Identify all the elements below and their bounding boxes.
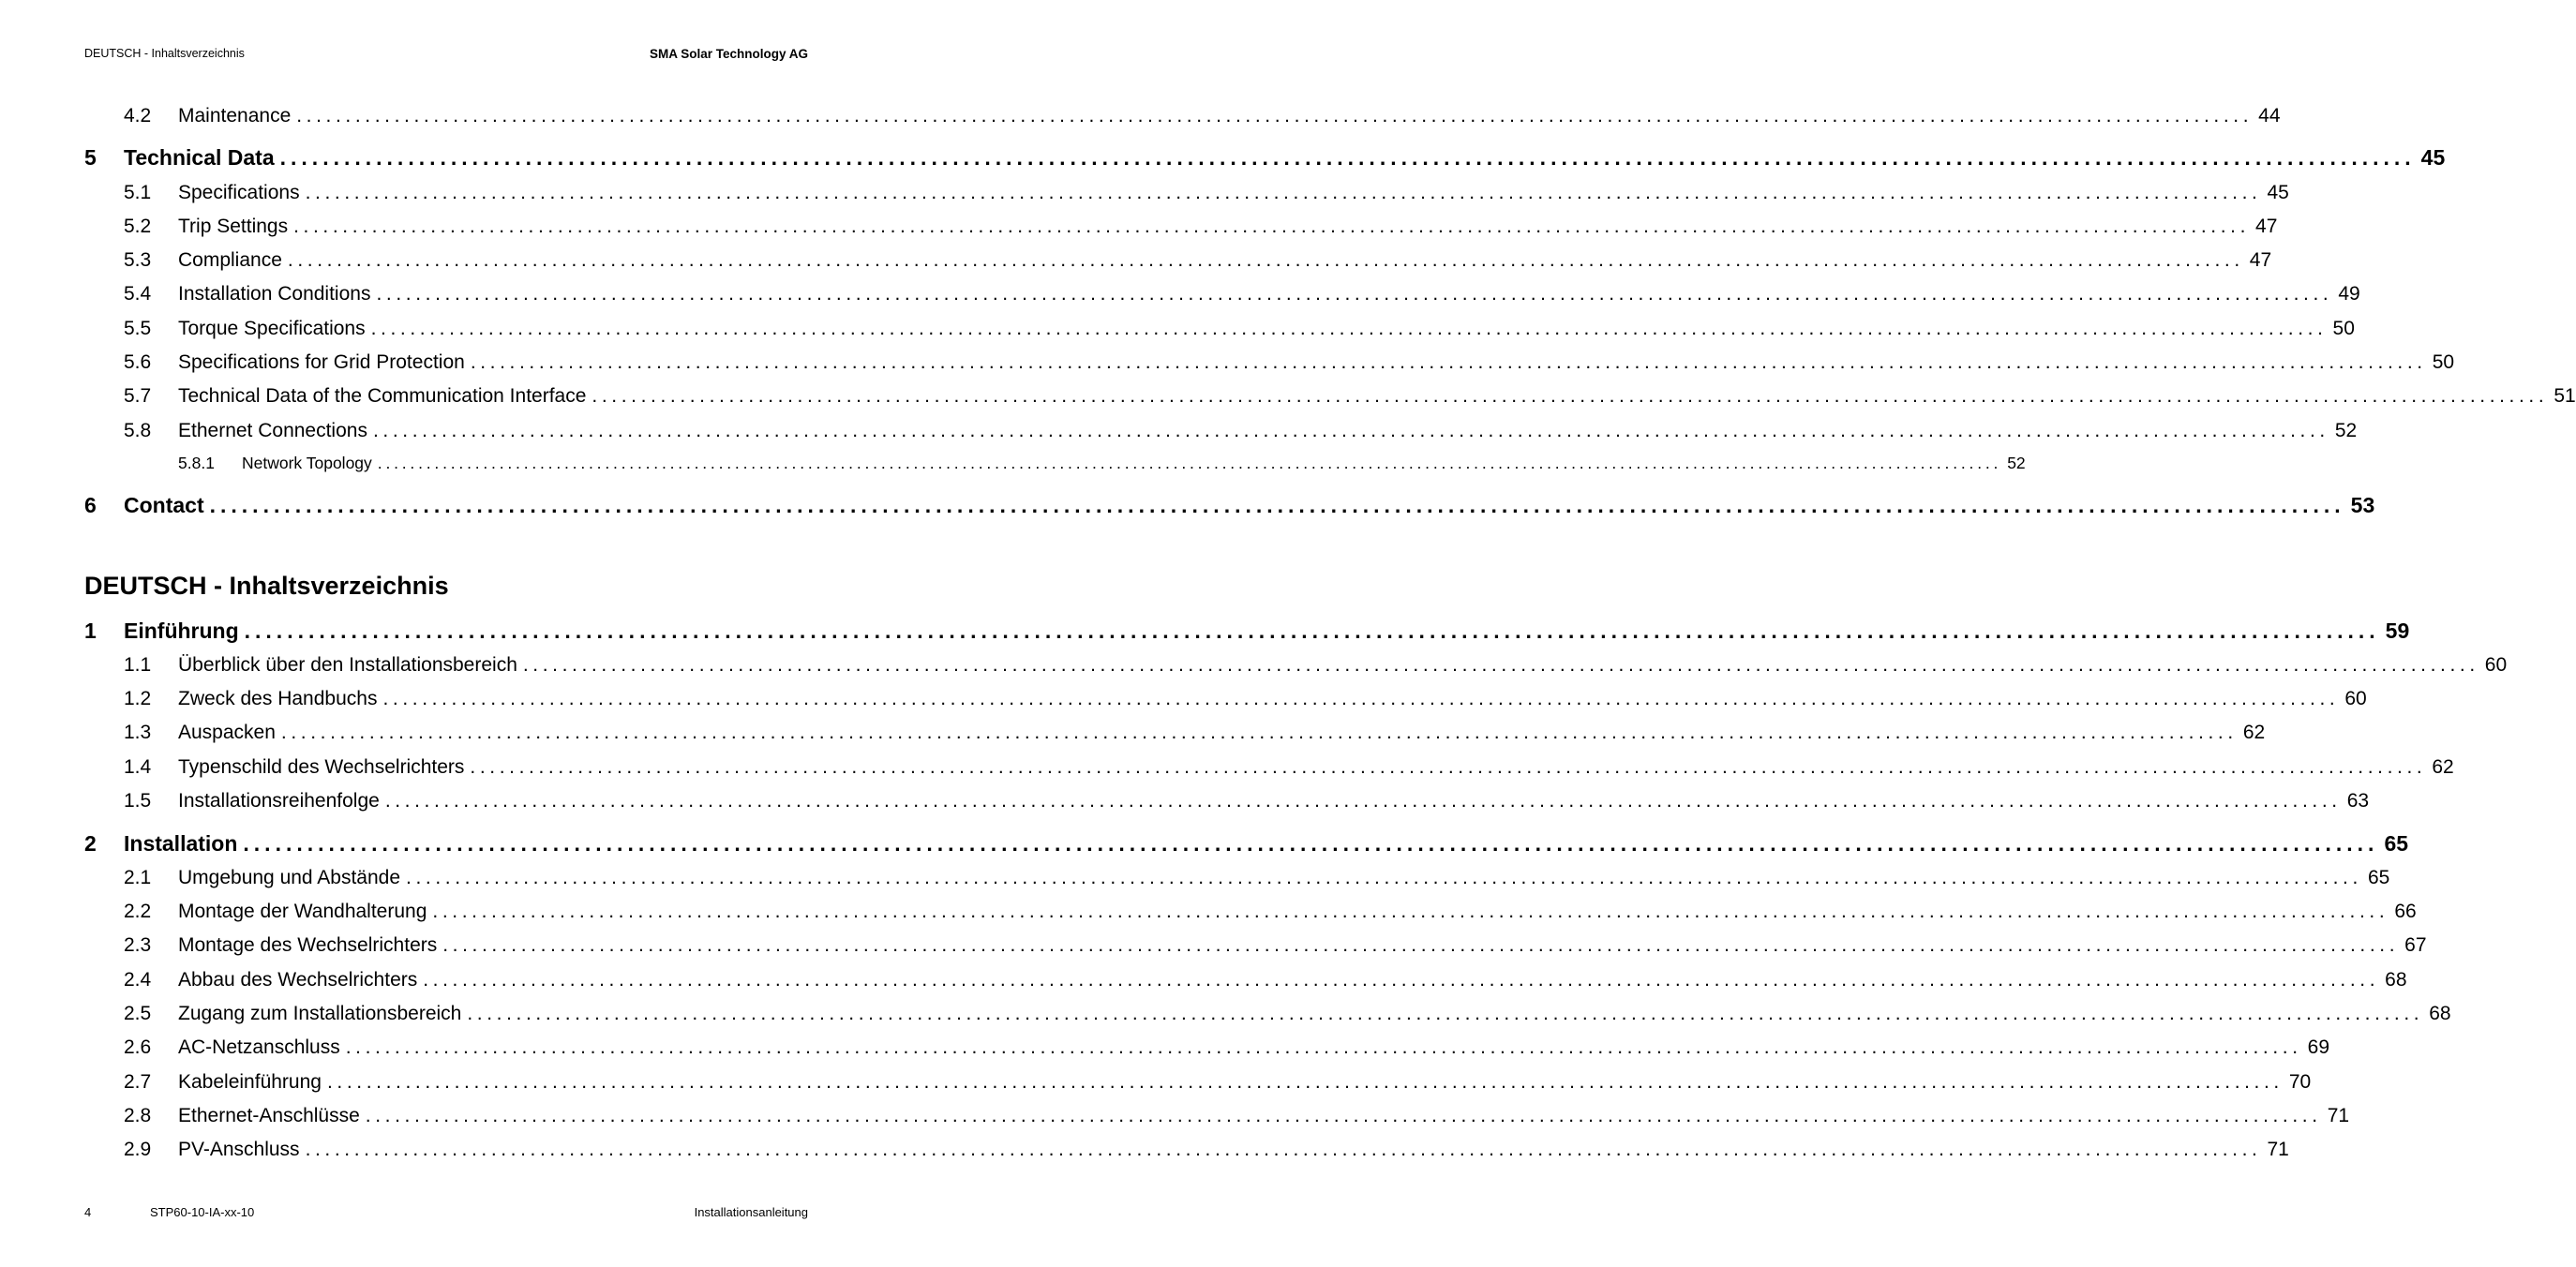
- toc-title: PV-Anschluss: [178, 1139, 300, 1160]
- toc-entry[interactable]: [84, 654, 2508, 682]
- toc-number: 5.3: [124, 249, 152, 271]
- toc-title: Contact: [124, 493, 204, 517]
- toc-page: 44: [2258, 105, 2281, 127]
- document-type: Installationsanleitung: [694, 1205, 808, 1219]
- toc-number: 5.2: [124, 216, 152, 237]
- toc-entry[interactable]: [84, 688, 2367, 716]
- toc-number: 1.5: [124, 790, 152, 812]
- toc-entry[interactable]: [84, 1071, 2312, 1099]
- dot-leader: ........................................................................................................................................................................................................: [406, 867, 2362, 888]
- toc-page: 66: [2394, 901, 2417, 922]
- toc-page: 62: [2242, 722, 2266, 743]
- dot-leader: ........................................................................................................................................................................................................: [326, 1071, 2284, 1093]
- toc-page: 45: [2267, 182, 2289, 203]
- toc-number: 2.6: [124, 1036, 152, 1058]
- toc-chapter-entry[interactable]: [84, 493, 2375, 521]
- toc-entry[interactable]: [84, 1003, 2451, 1031]
- toc-title: Technical Data of the Communication Interface: [178, 385, 587, 407]
- dot-leader: ........................................................................................................................................................................................................: [470, 756, 2427, 778]
- toc-page: 52: [2007, 454, 2026, 472]
- toc-title: AC-Netzanschluss: [178, 1036, 340, 1058]
- toc-entry[interactable]: [84, 867, 2390, 895]
- toc-page: 53: [2350, 493, 2375, 517]
- dot-leader: ........................................................................................................................................................................................................: [370, 318, 2328, 339]
- toc-page: 60: [2484, 654, 2508, 676]
- toc-title: Technical Data: [124, 145, 275, 170]
- toc-entry[interactable]: [84, 1139, 2289, 1167]
- toc-title: Montage der Wandhalterung: [178, 901, 427, 922]
- dot-leader: ........................................................................................................................................................................................................: [382, 688, 2340, 709]
- toc-title: Auspacken: [178, 722, 276, 743]
- toc-number: 1: [84, 619, 97, 643]
- toc-page: 60: [2344, 688, 2367, 709]
- toc-number: 4.2: [124, 105, 152, 127]
- toc-title: Specifications: [178, 182, 300, 203]
- dot-leader: ........................................................................................................................................................................................................: [376, 283, 2333, 305]
- toc-page: 68: [2429, 1003, 2451, 1024]
- toc-page: 51: [2554, 385, 2576, 407]
- dot-leader: ........................................................................................................................................................................................................: [243, 831, 2379, 856]
- dot-leader: ........................................................................................................................................................................................................: [305, 1139, 2262, 1160]
- dot-leader: ........................................................................................................................................................................................................: [345, 1036, 2302, 1058]
- toc-entry[interactable]: [84, 318, 2355, 346]
- dot-leader: ........................................................................................................................................................................................................: [365, 1105, 2322, 1126]
- page-number: 4: [84, 1205, 92, 1219]
- toc-number: 5.7: [124, 385, 152, 407]
- toc-page: 50: [2332, 318, 2355, 339]
- toc-number: 2: [84, 831, 97, 856]
- toc-number: 6: [84, 493, 97, 517]
- toc-page: 52: [2334, 420, 2358, 441]
- toc-title: Specifications for Grid Protection: [178, 351, 465, 373]
- toc-number: 2.3: [124, 934, 152, 956]
- toc-entry[interactable]: [84, 756, 2454, 784]
- toc-page: 68: [2385, 969, 2407, 991]
- dot-leader: ........................................................................................................................................................................................................: [442, 934, 2400, 956]
- toc-entry[interactable]: [84, 283, 2360, 311]
- toc-title: Zweck des Handbuchs: [178, 688, 378, 709]
- toc-title: Ethernet Connections: [178, 420, 367, 441]
- toc-page: 47: [2255, 216, 2278, 237]
- toc-title: Typenschild des Wechselrichters: [178, 756, 465, 778]
- toc-title: Trip Settings: [178, 216, 289, 237]
- toc-number: 5.4: [124, 283, 152, 305]
- toc-title: Network Topology: [242, 454, 372, 472]
- toc-page: 45: [2420, 145, 2446, 170]
- toc-number: 2.9: [124, 1139, 152, 1160]
- toc-number: 2.7: [124, 1071, 152, 1093]
- dot-leader: ........................................................................................................................................................................................................: [293, 216, 2251, 237]
- toc-entry[interactable]: [84, 249, 2272, 277]
- toc-number: 5.6: [124, 351, 152, 373]
- toc-entry[interactable]: [84, 385, 2576, 413]
- toc-entry[interactable]: [84, 1036, 2329, 1065]
- dot-leader: ........................................................................................................................................................................................................: [467, 1003, 2424, 1024]
- dot-leader: ........................................................................................................................................................................................................: [305, 182, 2262, 203]
- toc-page: 71: [2267, 1139, 2289, 1160]
- toc-entry[interactable]: [84, 934, 2427, 962]
- toc-entry[interactable]: [84, 105, 2281, 133]
- toc-entry[interactable]: [84, 351, 2455, 380]
- toc-title: Abbau des Wechselrichters: [178, 969, 418, 991]
- toc-page: 69: [2307, 1036, 2329, 1058]
- toc-number: 2.4: [124, 969, 152, 991]
- dot-leader: ........................................................................................................................................................................................................: [377, 454, 2002, 472]
- dot-leader: ........................................................................................................................................................................................................: [522, 654, 2479, 676]
- toc-number: 5.1: [124, 182, 152, 203]
- toc-number: 2.5: [124, 1003, 152, 1024]
- toc-title: Installation Conditions: [178, 283, 371, 305]
- toc-number: 5.8.1: [178, 454, 215, 472]
- document-code: STP60-10-IA-xx-10: [150, 1205, 255, 1219]
- toc-page: 70: [2288, 1071, 2312, 1093]
- toc-title: Installation: [124, 831, 238, 856]
- dot-leader: ........................................................................................................................................................................................................: [423, 969, 2380, 991]
- dot-leader: ........................................................................................................................................................................................................: [279, 145, 2416, 170]
- toc-chapter-entry[interactable]: [84, 145, 2446, 173]
- toc-subentry[interactable]: [84, 454, 2026, 482]
- toc-title: Zugang zum Installationsbereich: [178, 1003, 462, 1024]
- toc-title: Compliance: [178, 249, 282, 271]
- running-header-company: SMA Solar Technology AG: [649, 47, 808, 61]
- toc-entry[interactable]: [84, 216, 2278, 244]
- toc-entry[interactable]: [84, 722, 2266, 750]
- toc-page: 67: [2404, 934, 2427, 956]
- dot-leader: ........................................................................................................................................................................................................: [432, 901, 2389, 922]
- toc-entry[interactable]: [84, 969, 2407, 997]
- toc-page: 49: [2338, 283, 2360, 305]
- section-heading: DEUTSCH - Inhaltsverzeichnis: [84, 572, 449, 600]
- running-header-section: DEUTSCH - Inhaltsverzeichnis: [84, 47, 245, 60]
- toc-entry[interactable]: [84, 1105, 2350, 1133]
- toc-page: 65: [2367, 867, 2390, 888]
- dot-leader: ........................................................................................................................................................................................................: [470, 351, 2427, 373]
- toc-title: Installationsreihenfolge: [178, 790, 380, 812]
- toc-page: 62: [2432, 756, 2454, 778]
- toc-page: 63: [2346, 790, 2370, 812]
- toc-title: Maintenance: [178, 105, 292, 127]
- toc-title: Torque Specifications: [178, 318, 366, 339]
- toc-title: Montage des Wechselrichters: [178, 934, 438, 956]
- toc-title: Ethernet-Anschlüsse: [178, 1105, 360, 1126]
- toc-page: 71: [2327, 1105, 2350, 1126]
- toc-number: 2.1: [124, 867, 152, 888]
- toc-number: 5.5: [124, 318, 152, 339]
- toc-title: Überblick über den Installationsbereich: [178, 654, 517, 676]
- toc-page: 59: [2385, 619, 2410, 643]
- toc-number: 2.8: [124, 1105, 152, 1126]
- dot-leader: ........................................................................................................................................................................................................: [296, 105, 2254, 127]
- dot-leader: ........................................................................................................................................................................................................: [209, 493, 2345, 517]
- toc-number: 1.2: [124, 688, 152, 709]
- dot-leader: ........................................................................................................................................................................................................: [287, 249, 2244, 271]
- toc-number: 1.3: [124, 722, 152, 743]
- toc-chapter-entry[interactable]: [84, 619, 2410, 647]
- toc-title: Kabeleinführung: [178, 1071, 322, 1093]
- toc-number: 2.2: [124, 901, 152, 922]
- dot-leader: ........................................................................................................................................................................................................: [592, 385, 2549, 407]
- toc-number: 5: [84, 145, 97, 170]
- toc-number: 5.8: [124, 420, 152, 441]
- toc-page: 50: [2432, 351, 2455, 373]
- toc-chapter-entry[interactable]: [84, 831, 2409, 859]
- dot-leader: ........................................................................................................................................................................................................: [244, 619, 2380, 643]
- toc-page: 47: [2249, 249, 2272, 271]
- toc-page: 65: [2384, 831, 2409, 856]
- dot-leader: ........................................................................................................................................................................................................: [384, 790, 2342, 812]
- toc-entry[interactable]: [84, 790, 2370, 818]
- dot-leader: ........................................................................................................................................................................................................: [372, 420, 2329, 441]
- toc-number: 1.4: [124, 756, 152, 778]
- toc-title: Einführung: [124, 619, 239, 643]
- toc-title: Umgebung und Abstände: [178, 867, 401, 888]
- toc-entry[interactable]: [84, 901, 2417, 929]
- toc-number: 1.1: [124, 654, 152, 676]
- toc-entry[interactable]: [84, 182, 2289, 210]
- dot-leader: ........................................................................................................................................................................................................: [280, 722, 2238, 743]
- toc-entry[interactable]: [84, 420, 2358, 448]
